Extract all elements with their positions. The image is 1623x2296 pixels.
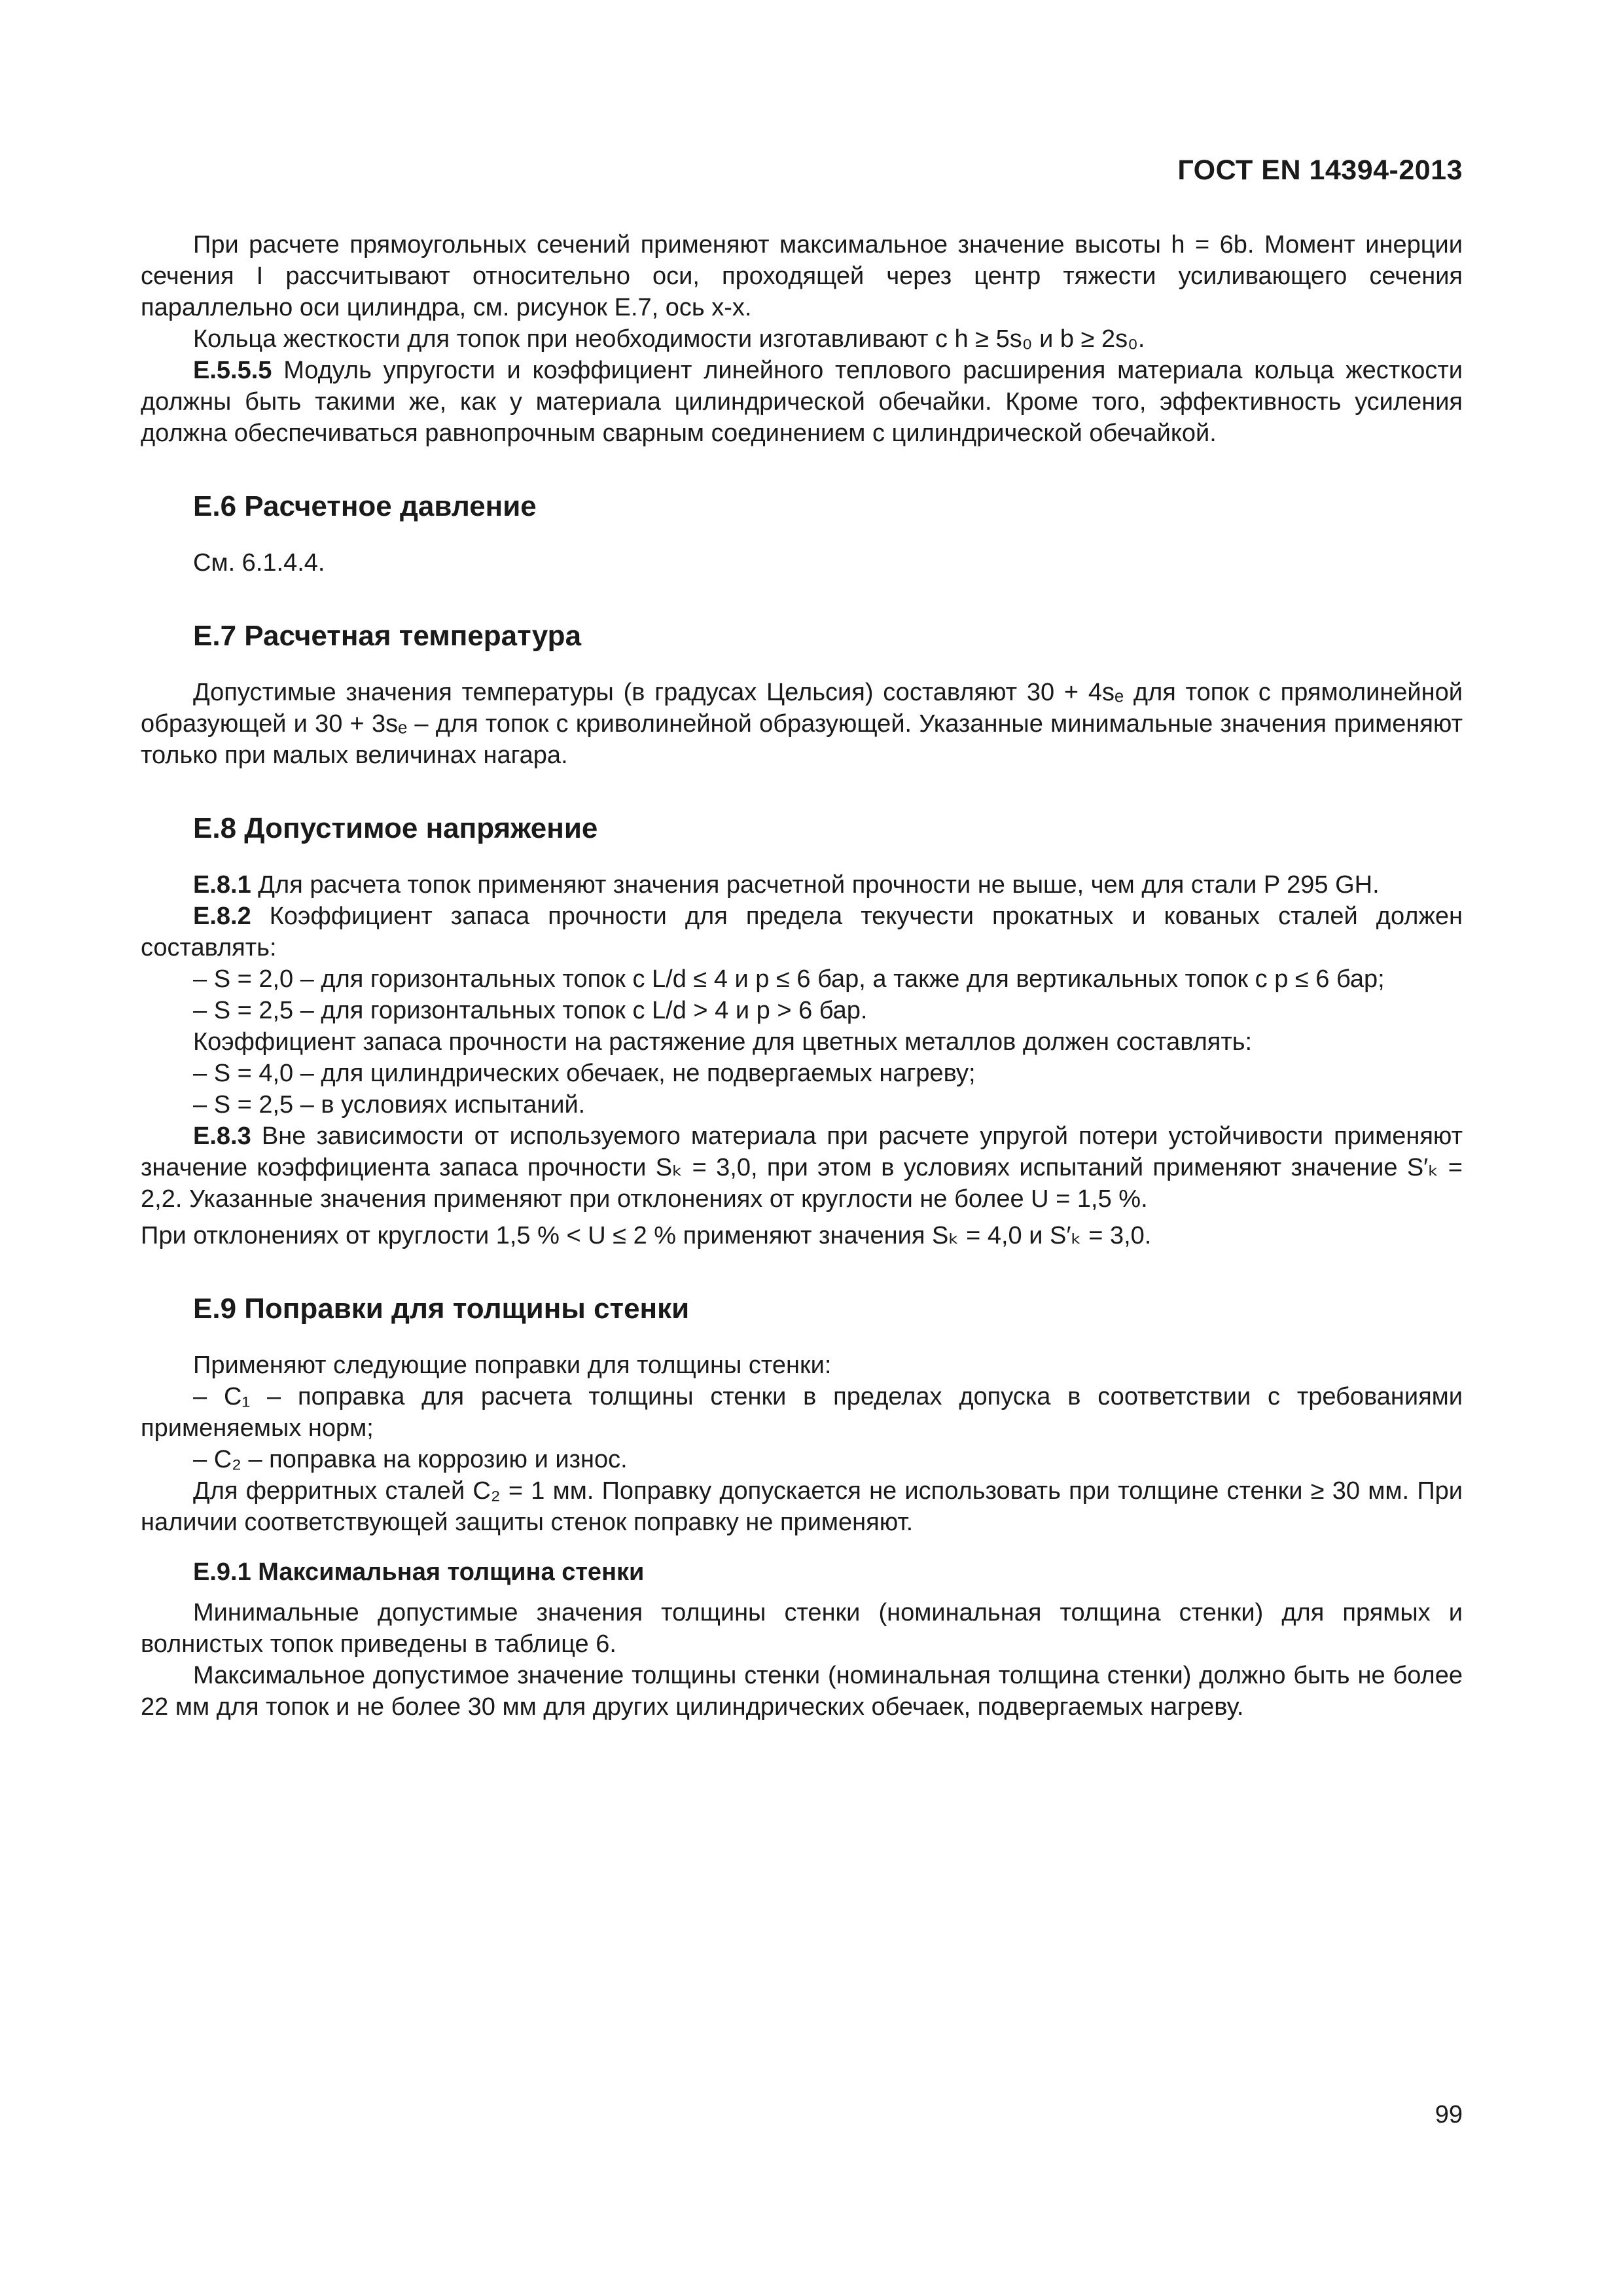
paragraph-e555 <box>141 355 1463 449</box>
paragraph: Для ферритных сталей C₂ = 1 мм. Поправку допускается не использовать при толщине стенки ≥ 30 мм. При наличии соответствующей защиты стенок поправку не применяют. <box>141 1477 1463 1536</box>
clause-text: Для расчета топок применяют значения расчетной прочности не выше, чем для стали P 295 GH. <box>251 871 1380 899</box>
clause-number: E.8.1 <box>193 871 251 899</box>
section-heading-e9: E.9 Поправки для толщины стенки <box>193 1293 690 1325</box>
clause-number: E.8.2 <box>193 903 251 930</box>
page-content <box>141 229 1463 1723</box>
page-number: 99 <box>1435 2101 1463 2128</box>
paragraph: Минимальные допустимые значения толщины стенки (номинальная толщина стенки) для прямых и волнистых топок приведены в таблице 6. <box>141 1599 1463 1658</box>
list-item: – S = 2,0 – для горизонтальных топок с L/d ≤ 4 и p ≤ 6 бар, а также для вертикальных топок с p ≤ 6 бар; <box>193 965 1385 993</box>
paragraph: См. 6.1.4.4. <box>193 549 325 577</box>
section-heading-e6: E.6 Расчетное давление <box>193 490 537 522</box>
section-heading-e8: E.8 Допустимое напряжение <box>193 812 598 844</box>
list-item: – S = 2,5 – в условиях испытаний. <box>193 1091 586 1119</box>
section-heading-e7: E.7 Расчетная температура <box>193 620 582 652</box>
list-item: – S = 4,0 – для цилиндрических обечаек, не подвергаемых нагреву; <box>193 1060 976 1087</box>
clause-text: Модуль упругости и коэффициент линейного теплового расширения материала кольца жесткости должны быть такими же, как у материала цилиндрической обечайки. Кроме того, эффективность усиления должна обеспечиваться равнопрочным сварным соединением с цилиндрической обечайкой. <box>141 357 1463 447</box>
paragraph: Допустимые значения температуры (в градусах Цельсия) составляют 30 + 4sₑ для топок с прямолинейной образующей и 30 + 3sₑ – для топок с криволинейной образующей. Указанные минимальные значения применяют только при малых величинах нагара. <box>141 679 1463 769</box>
list-item: – S = 2,5 – для горизонтальных топок с L/d > 4 и p > 6 бар. <box>193 997 868 1024</box>
subsection-heading-e91: E.9.1 Максимальная толщина стенки <box>193 1558 645 1586</box>
clause-text: Коэффициент запаса прочности для предела текучести прокатных и кованых сталей должен составлять: <box>141 903 1463 961</box>
paragraph-e81 <box>141 869 1463 901</box>
paragraph: Коэффициент запаса прочности на растяжение для цветных металлов должен составлять: <box>193 1028 1253 1056</box>
document-header: ГОСТ EN 14394-2013 <box>1177 154 1463 186</box>
list-item: – C₂ – поправка на коррозию и износ. <box>193 1446 628 1473</box>
paragraph-e82 <box>141 901 1463 963</box>
paragraph: Применяют следующие поправки для толщины стенки: <box>193 1352 832 1379</box>
clause-number: E.8.3 <box>193 1122 251 1150</box>
clause-text: Вне зависимости от используемого материала при расчете упругой потери устойчивости применяют значение коэффициента запаса прочности Sₖ = 3,0, при этом в условиях испытаний применяют значение S′ₖ = 2,2. Указанные значения применяют при отклонениях от круглости не более U = 1,5 %. <box>141 1122 1463 1213</box>
paragraph-e83 <box>141 1121 1463 1215</box>
list-item: – C₁ – поправка для расчета толщины стенки в пределах допуска в соответствии с требованиями применяемых норм; <box>141 1383 1463 1442</box>
clause-number: E.5.5.5 <box>193 357 272 384</box>
paragraph: При расчете прямоугольных сечений применяют максимальное значение высоты h = 6b. Момент инерции сечения I рассчитывают относительно оси, проходящей через центр тяжести усиливающего сечения параллельно оси цилиндра, см. рисунок E.7, ось x-x. <box>141 231 1463 321</box>
paragraph: При отклонениях от круглости 1,5 % < U ≤ 2 % применяют значения Sₖ = 4,0 и S′ₖ = 3,0. <box>141 1222 1152 1249</box>
paragraph: Кольца жесткости для топок при необходимости изготавливают с h ≥ 5s₀ и b ≥ 2s₀. <box>193 325 1145 353</box>
paragraph: Максимальное допустимое значение толщины стенки (номинальная толщина стенки) должно быть не более 22 мм для топок и не более 30 мм для других цилиндрических обечаек, подвергаемых нагреву. <box>141 1662 1463 1721</box>
